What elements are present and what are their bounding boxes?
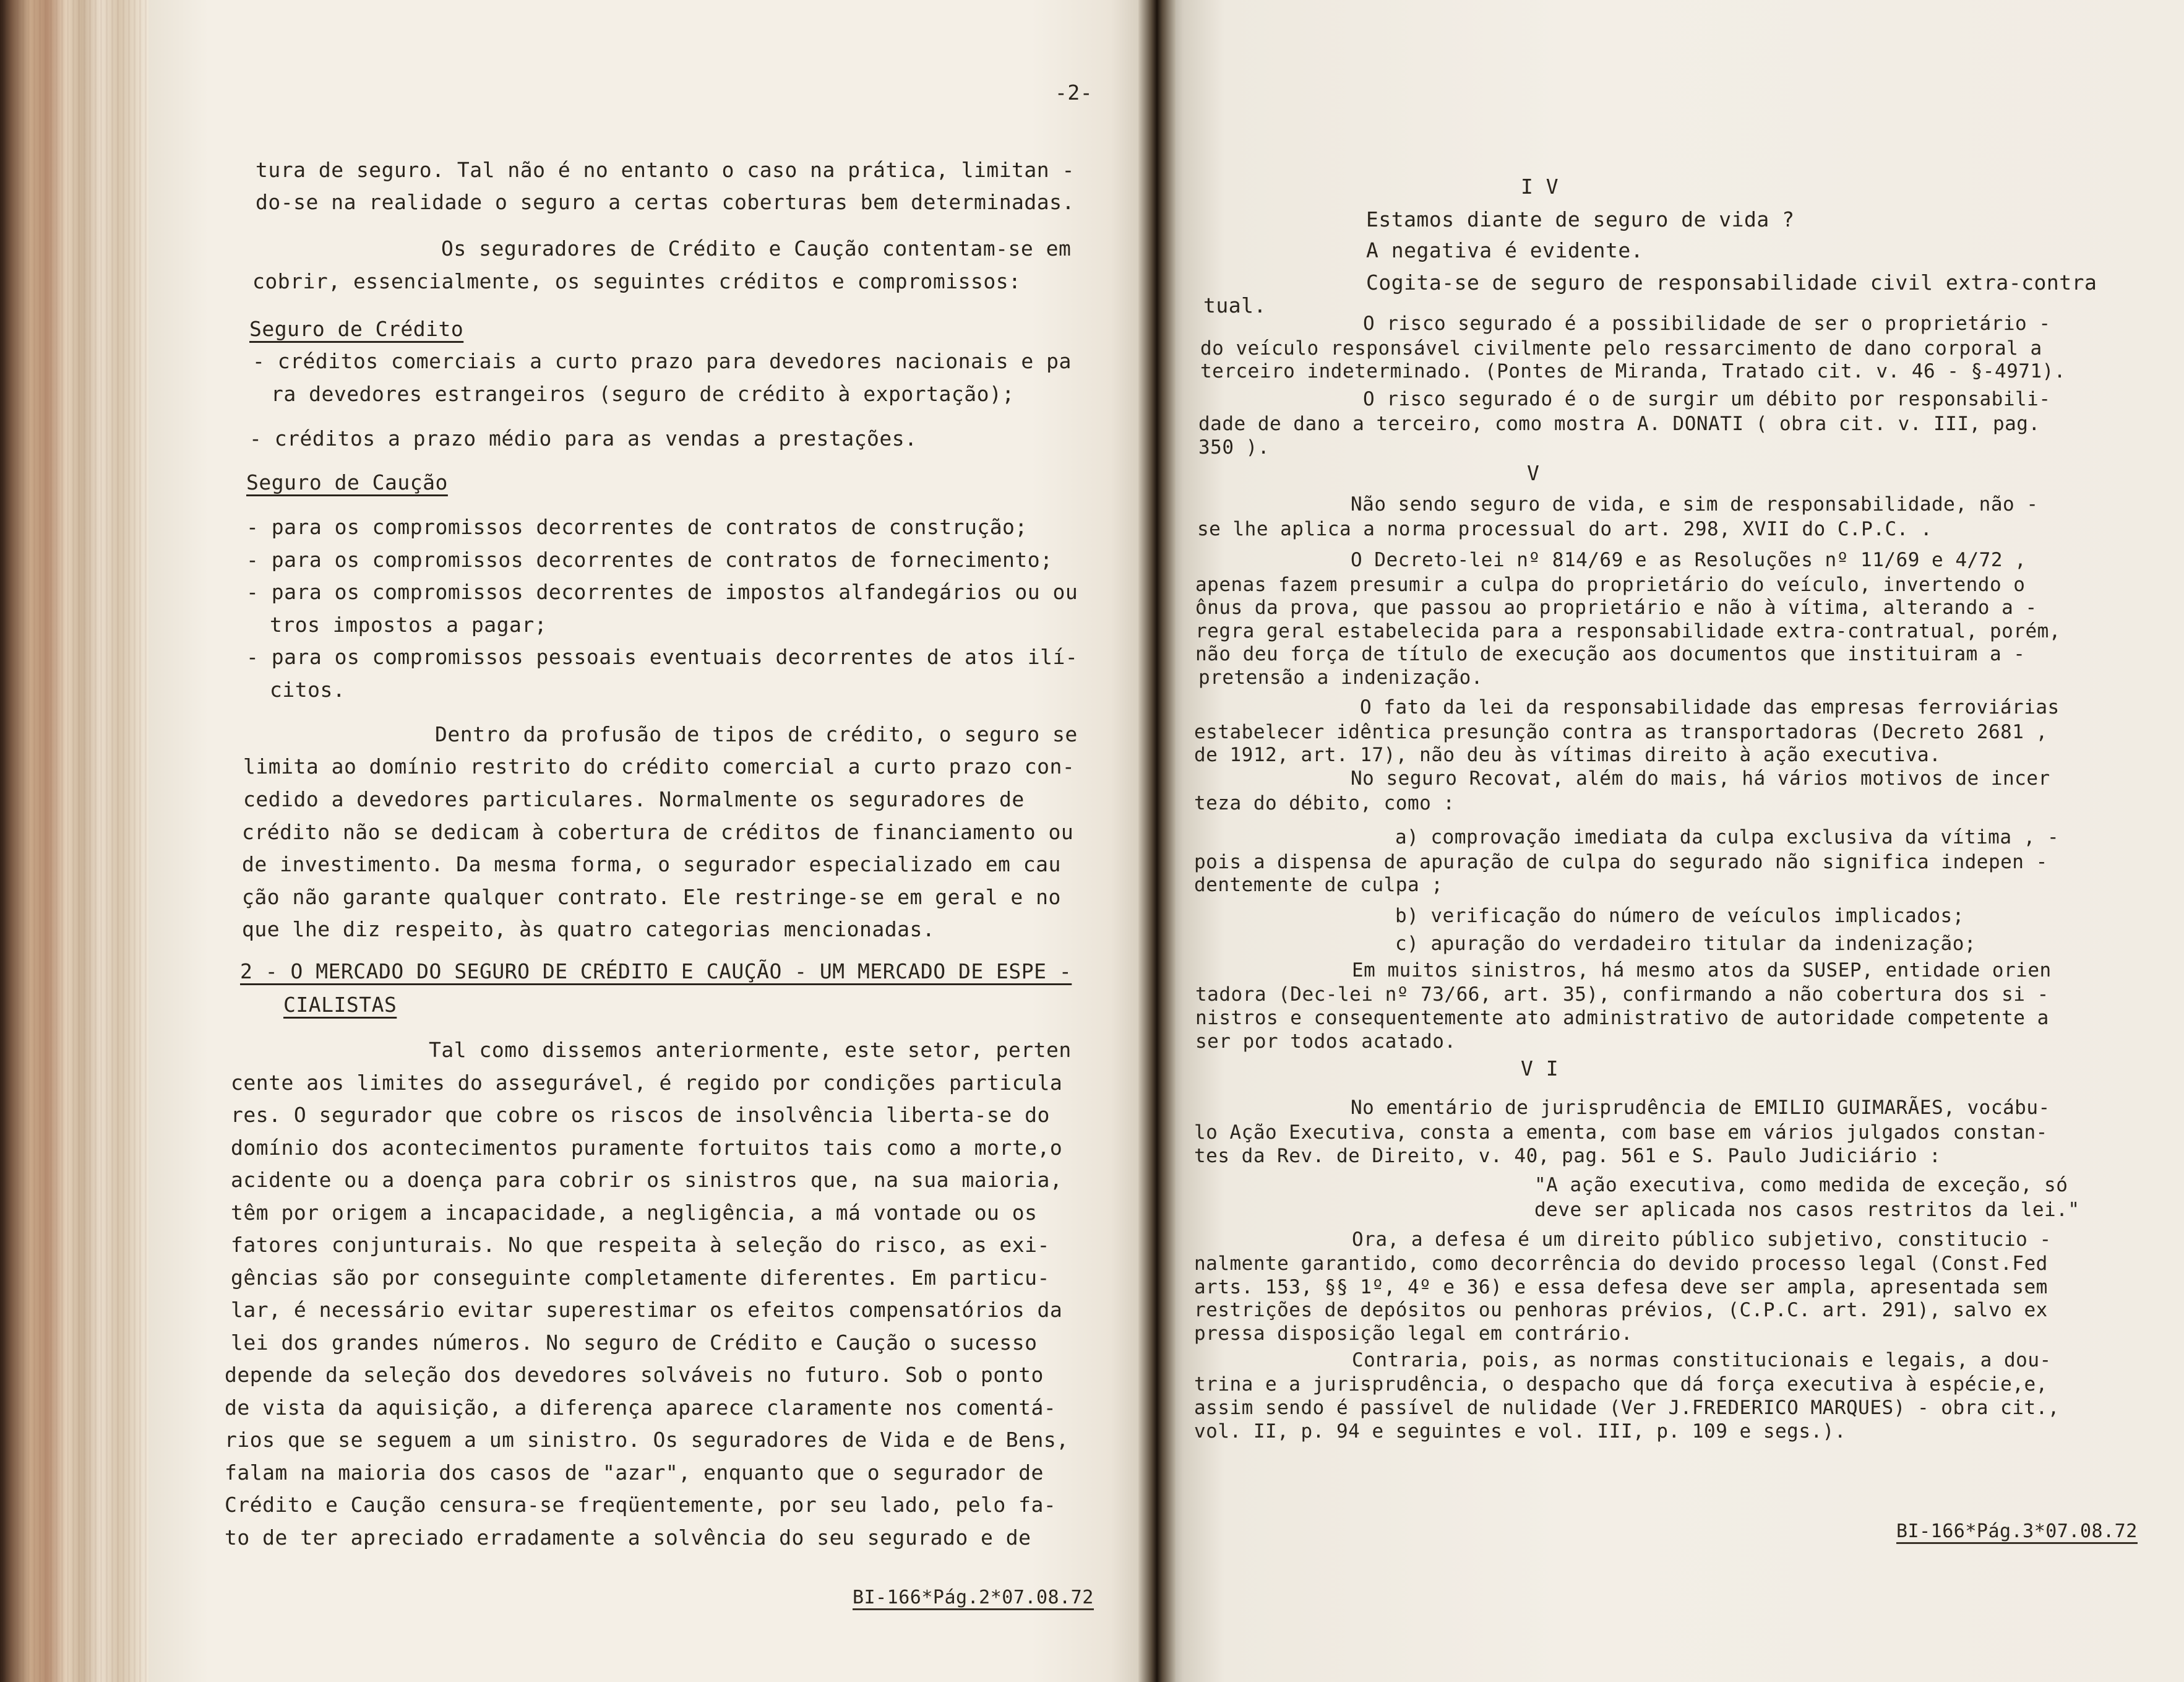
text-line: dentemente de culpa ; [1194,874,1443,896]
text-line: Ora, a defesa é um direito público subjetivo, constitucio - [1352,1228,2052,1251]
text-line: que lhe diz respeito, às quatro categorias mencionadas. [242,917,935,941]
text-line: trina e a jurisprudência, o despacho que dá força executiva à espécie,e, [1194,1373,2048,1395]
text-line: Os seguradores de Crédito e Caução contentam-se em [441,236,1072,261]
text-line: vol. II, p. 94 e seguintes e vol. III, p. 109 e segs.). [1194,1420,1846,1443]
text-line: Estamos diante de seguro de vida ? [1366,207,1795,231]
text-line: terceiro indeterminado. (Pontes de Miranda, Tratado cit. v. 46 - §-4971). [1200,360,2066,382]
text-line: ção não garante qualquer contrato. Ele restringe-se em geral e no [242,885,1061,909]
text-line: domínio dos acontecimentos puramente fortuitos tais como a morte,o [231,1136,1063,1160]
text-line: tes da Rev. de Direito, v. 40, pag. 561 e S. Paulo Judiciário : [1194,1145,1941,1167]
text-line: crédito não se dedicam à cobertura de créditos de financiamento ou [242,820,1074,844]
text-line: rios que se seguem a um sinistro. Os seguradores de Vida e de Bens, [225,1428,1069,1452]
text-line: falam na maioria dos casos de "azar", enquanto que o segurador de [225,1460,1044,1485]
text-line: Contraria, pois, as normas constitucionais e legais, a dou- [1352,1349,2052,1371]
quotation: deve ser aplicada nos casos restritos da lei." [1534,1199,2080,1221]
list-item: - para os compromissos pessoais eventuais decorrentes de atos ilí- [246,645,1078,669]
section-numeral: V [1527,461,1540,485]
text-line: A negativa é evidente. [1366,238,1644,262]
text-line: ra devedores estrangeiros (seguro de crédito à exportação); [271,382,1015,406]
text-line: cobrir, essencialmente, os seguintes créditos e compromissos: [252,269,1021,293]
text-line: Crédito e Caução censura-se freqüentemente, por seu lado, pelo fa- [225,1493,1057,1517]
list-item: b) verificação do número de veículos implicados; [1395,905,1964,927]
text-line: do veículo responsável civilmente pelo ressarcimento de dano corporal a [1200,337,2042,360]
text-line: limita ao domínio restrito do crédito comercial a curto prazo con- [243,754,1075,778]
text-line: Dentro da profusão de tipos de crédito, o seguro se [435,722,1078,746]
text-line: não deu força de título de execução aos documentos que instituiram a - [1195,643,2026,665]
list-item: - para os compromissos decorrentes de impostos alfandegários ou ou [246,580,1078,604]
list-item: - créditos a prazo médio para as vendas a prestações. [249,426,918,451]
text-line: Não sendo seguro de vida, e sim de responsabilidade, não - [1351,493,2039,515]
text-line: pretensão a indenização. [1198,666,1483,689]
page-number: -2- [1055,80,1093,105]
quotation: "A ação executiva, como medida de exceção, só [1534,1174,2068,1196]
text-line: No ementário de jurisprudência de EMILIO GUIMARÃES, vocábu- [1351,1097,2050,1119]
text-line: se lhe aplica a norma processual do art. 298, XVII do C.P.C. . [1197,518,1933,540]
book-gutter [1138,0,1176,1682]
text-line: lei dos grandes números. No seguro de Crédito e Caução o sucesso [231,1331,1038,1355]
text-line: nalmente garantido, como decorrência do devido processo legal (Const.Fed [1194,1253,2048,1275]
text-line: Cogita-se de seguro de responsabilidade civil extra-contra [1366,270,2097,295]
page-footer: BI-166*Pág.2*07.08.72 [853,1589,1094,1610]
section-heading: Seguro de Caução [246,470,448,494]
text-line: tual. [1203,293,1266,317]
list-item: a) comprovação imediata da culpa exclusiva da vítima , - [1395,826,2060,848]
text-line: tros impostos a pagar; [270,613,548,637]
text-line: regra geral estabelecida para a responsabilidade extra-contratual, porém, [1195,620,2061,642]
section-heading: Seguro de Crédito [249,317,464,341]
text-line: do-se na realidade o seguro a certas coberturas bem determinadas. [256,190,1075,214]
text-line: acidente ou a doença para cobrir os sinistros que, na sua maioria, [231,1168,1063,1192]
text-line: cente aos limites do assegurável, é regido por condições particula [231,1071,1063,1095]
text-line: de 1912, art. 17), não deu às vítimas direito à ação executiva. [1194,744,1941,766]
text-line: ser por todos acatado. [1195,1030,1456,1053]
section-heading: CIALISTAS [283,993,397,1017]
text-line: to de ter apreciado erradamente a solvência do seu segurado e de [225,1525,1031,1550]
text-line: citos. [270,678,346,702]
text-line: gências são por conseguinte completamente diferentes. Em particu- [231,1266,1050,1290]
text-line: lo Ação Executiva, consta a ementa, com base em vários julgados constan- [1194,1121,2048,1144]
text-line: cedido a devedores particulares. Normalmente os seguradores de [243,787,1025,811]
text-line: nistros e consequentemente ato administrativo de autoridade competente a [1195,1007,2049,1029]
text-line: restrições de depósitos ou penhoras prévios, (C.P.C. art. 291), salvo ex [1194,1299,2048,1321]
text-line: O risco segurado é o de surgir um débito por responsabili- [1363,388,2051,410]
text-line: apenas fazem presumir a culpa do proprietário do veículo, invertendo o [1195,574,2026,596]
text-line: têm por origem a incapacidade, a negligência, a má vontade ou os [231,1201,1038,1225]
section-numeral: I V [1521,175,1559,199]
list-item: - para os compromissos decorrentes de contratos de fornecimento; [246,548,1053,572]
text-line: estabelecer idêntica presunção contra as transportadoras (Decreto 2681 , [1194,721,2048,743]
text-line: O Decreto-lei nº 814/69 e as Resoluções nº 11/69 e 4/72 , [1351,549,2027,571]
text-line: pressa disposição legal em contrário. [1194,1322,1633,1345]
text-line: Em muitos sinistros, há mesmo atos da SUSEP, entidade orien [1352,959,2052,981]
text-line: de vista da aquisição, a diferença aparece claramente nos comentá- [225,1395,1057,1420]
text-line: 350 ). [1198,436,1270,459]
list-item: - créditos comerciais a curto prazo para devedores nacionais e pa [252,349,1072,373]
text-line: O fato da lei da responsabilidade das empresas ferroviárias [1360,696,2060,718]
text-line: No seguro Recovat, além do mais, há vários motivos de incer [1351,767,2050,790]
book-page-edges [0,0,148,1682]
text-line: Tal como dissemos anteriormente, este setor, perten [429,1038,1072,1062]
section-heading: 2 - O MERCADO DO SEGURO DE CRÉDITO E CAUÇÃO - UM MERCADO DE ESPE - [240,959,1072,983]
text-line: teza do débito, como : [1194,792,1455,814]
text-line: arts. 153, §§ 1º, 4º e 36) e essa defesa deve ser ampla, apresentada sem [1194,1276,2048,1298]
list-item: c) apuração do verdadeiro titular da indenização; [1395,933,1977,955]
list-item: - para os compromissos decorrentes de contratos de construção; [246,515,1028,539]
text-line: lar, é necessário evitar superestimar os efeitos compensatórios da [231,1298,1063,1322]
text-line: tadora (Dec-lei nº 73/66, art. 35), confirmando a não cobertura dos si - [1195,983,2049,1006]
text-line: tura de seguro. Tal não é no entanto o caso na prática, limitan - [256,158,1075,182]
text-line: pois a dispensa de apuração de culpa do segurado não significa indepen - [1194,851,2048,873]
page-footer: BI-166*Pág.3*07.08.72 [1896,1522,2138,1544]
text-line: fatores conjunturais. No que respeita à seleção do risco, as exi- [231,1233,1050,1257]
text-line: dade de dano a terceiro, como mostra A. DONATI ( obra cit. v. III, pag. [1198,413,2040,435]
text-line: depende da seleção dos devedores solváveis no futuro. Sob o ponto [225,1363,1044,1387]
text-line: de investimento. Da mesma forma, o segurador especializado em cau [242,852,1061,876]
text-line: assim sendo é passível de nulidade (Ver J.FREDERICO MARQUES) - obra cit., [1194,1397,2060,1419]
text-line: res. O segurador que cobre os riscos de insolvência liberta-se do [231,1103,1050,1127]
text-line: O risco segurado é a possibilidade de ser o proprietário - [1363,313,2051,335]
text-line: ônus da prova, que passou ao proprietário e não à vítima, alterando a - [1195,597,2037,619]
section-numeral: V I [1521,1056,1559,1080]
